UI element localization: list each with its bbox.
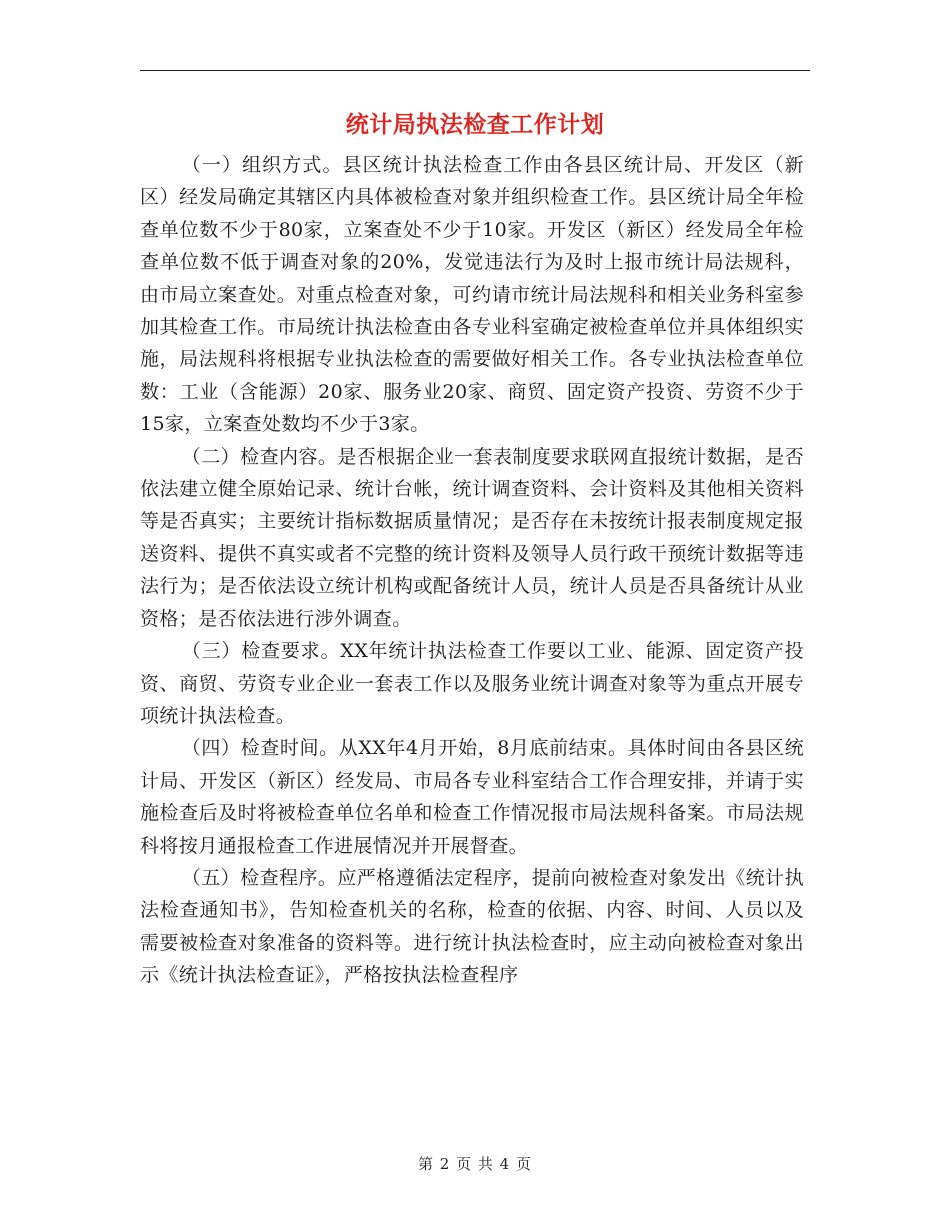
paragraph-schedule: （四）检查时间。从XX年4月开始，8月底前结束。具体时间由各县区统计局、开发区（新区）经发局、市局各专业科室结合工作合理安排，并请于实施检查后及时将被检查单位名单和检查工作情况报市局法规科备案。市局法规科将按月通报检查工作进展情况并开展督查。: [140, 737, 804, 857]
paragraph-procedure: （五）检查程序。应严格遵循法定程序，提前向被检查对象发出《统计执法检查通知书》，告知检查机关的名称，检查的依据、内容、时间、人员以及需要被检查对象准备的资料等。进行统计执法检查时，应主动向被检查对象出示《统计执法检查证》，严格按执法检查程序: [140, 866, 804, 987]
paragraph-requirements: （三）检查要求。XX年统计执法检查工作要以工业、能源、固定资产投资、商贸、劳资专业企业一套表工作以及服务业统计调查对象等为重点开展专项统计执法检查。: [140, 640, 804, 727]
page-number-footer: 第 2 页 共 4 页: [418, 1155, 532, 1173]
header-rule: [140, 70, 810, 71]
paragraph-content: （二）检查内容。是否根据企业一套表制度要求联网直报统计数据，是否依法建立健全原始记录、统计台帐，统计调查资料、会计资料及其他相关资料等是否真实；主要统计指标数据质量情况；是否存在未按统计报表制度规定报送资料、提供不真实或者不完整的统计资料及领导人员行政干预统计数据等违法行为；是否依法设立统计机构或配备统计人员，统计人员是否具备统计从业资格；是否依法进行涉外调查。: [140, 445, 804, 630]
document-body: [140, 149, 804, 992]
document-title: 统计局执法检查工作计划: [345, 111, 605, 138]
paragraph-organization: （一）组织方式。县区统计执法检查工作由各县区统计局、开发区（新区）经发局确定其辖区内具体被检查对象并组织检查工作。县区统计局全年检查单位数不少于80家，立案查处不少于10家。开发区（新区）经发局全年检查单位数不低于调查对象的20%，发觉违法行为及时上报市统计局法规科，由市局立案查处。对重点检查对象，可约请市统计局法规科和相关业务科室参加其检查工作。市局统计执法检查由各专业科室确定被检查单位并具体组织实施，局法规科将根据专业执法检查的需要做好相关工作。各专业执法检查单位数：工业（含能源）20家、服务业20家、商贸、固定资产投资、劳资不少于15家，立案查处数均不少于3家。: [140, 154, 804, 436]
